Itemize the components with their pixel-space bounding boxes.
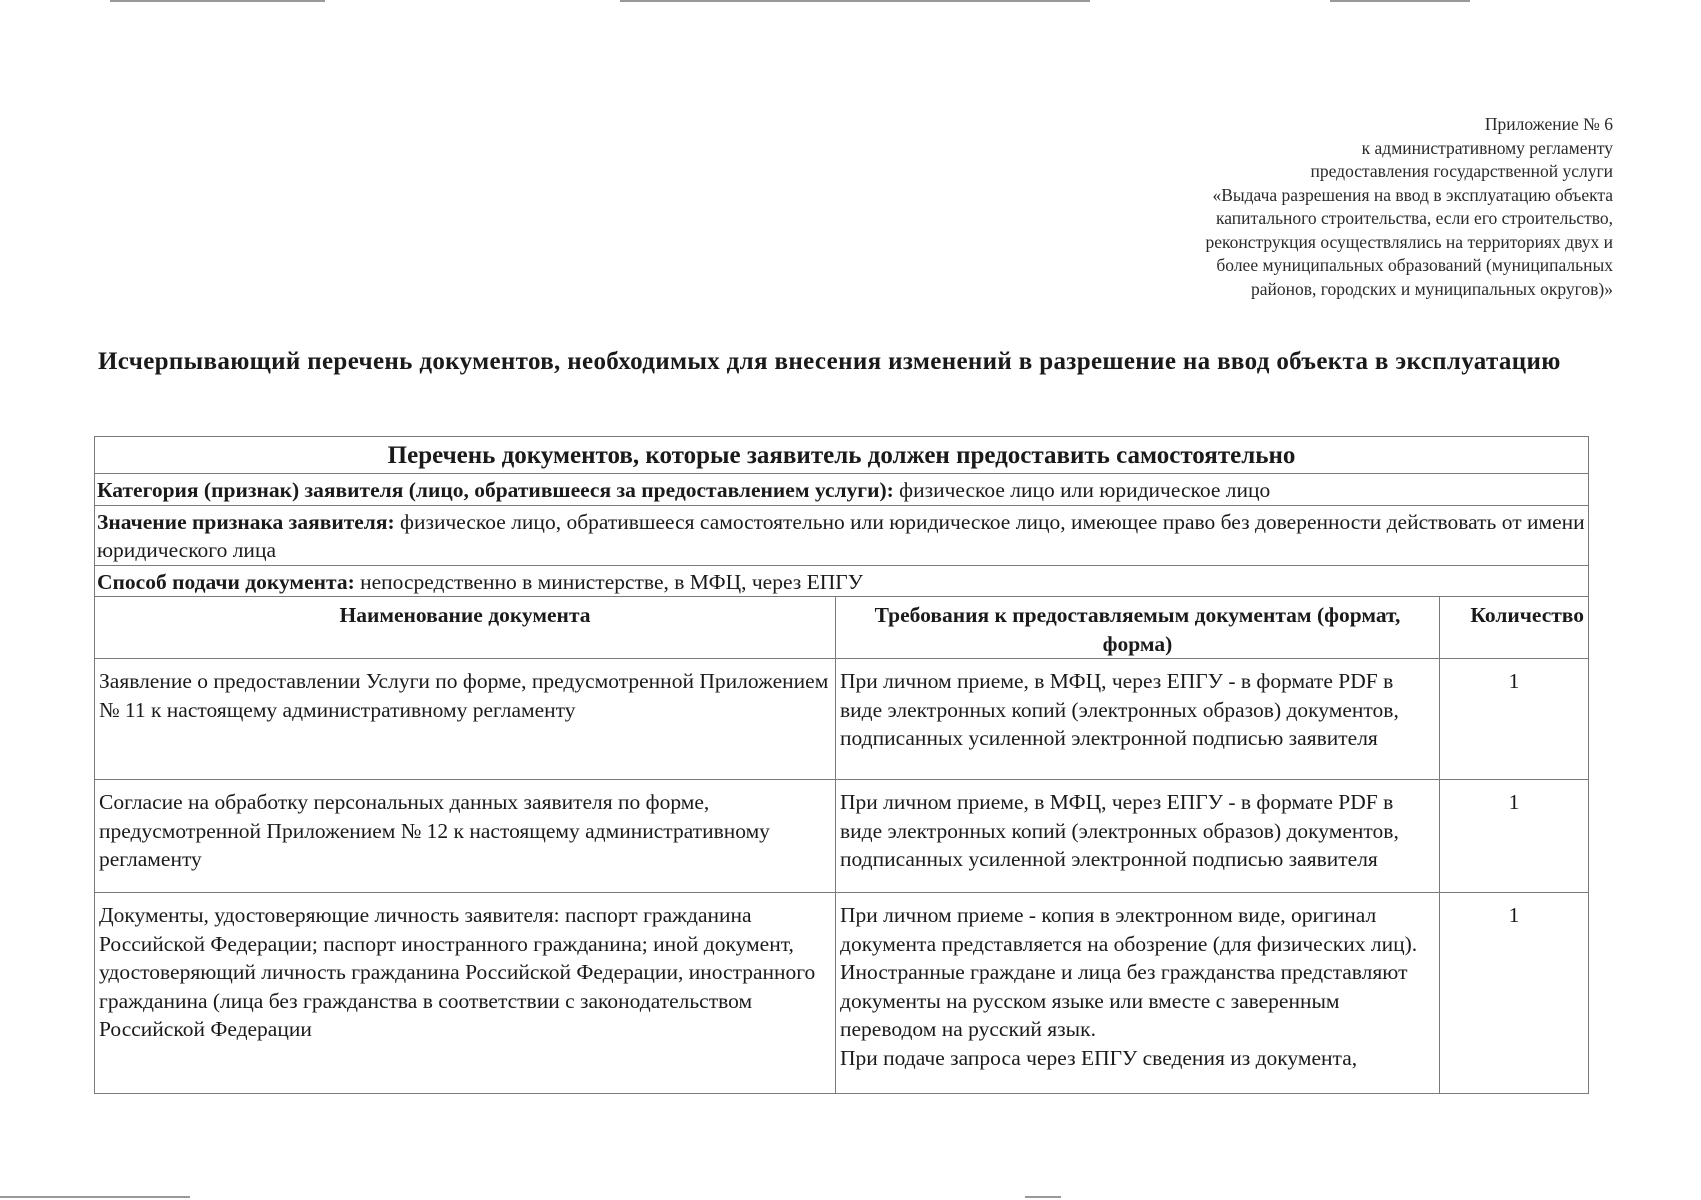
column-header-name: Наименование документа (95, 597, 836, 659)
appendix-line: более муниципальных образований (муниципальных (1216, 255, 1613, 275)
table-caption: Перечень документов, которые заявитель должен предоставить самостоятельно (95, 437, 1589, 474)
document-title: Исчерпывающий перечень документов, необходимых для внесения изменений в разрешение на ввод объекта в эксплуатацию (98, 348, 1561, 375)
requirement-text: Иностранные граждане и лица без гражданства представляют документы на русском языке или вместе с заверенным переводом на русский язык. (840, 960, 1408, 1041)
table-row (95, 780, 1589, 893)
submission-method-row (95, 565, 1589, 597)
document-name-cell: Заявление о предоставлении Услуги по форме, предусмотренной Приложением № 11 к настоящему административному регламенту (95, 659, 836, 780)
applicant-category-row (95, 474, 1589, 506)
submission-method-value: непосредственно в министерстве, в МФЦ, через ЕПГУ (360, 569, 863, 594)
table-row (95, 893, 1589, 1094)
table-row (95, 659, 1589, 780)
column-header-requirements: Требования к предоставляемым документам (формат, форма) (836, 597, 1440, 659)
document-requirements-cell (836, 780, 1440, 893)
applicant-category-label: Категория (признак) заявителя (лицо, обратившееся за предоставлением услуги): (97, 478, 894, 502)
document-quantity-cell: 1 (1440, 659, 1589, 780)
document-requirements-cell (836, 893, 1440, 1094)
document-name-cell: Документы, удостоверяющие личность заявителя: паспорт гражданина Российской Федерации; паспорт иностранного гражданина; иной документ, удостоверяющий личность гражданина Российской Федерации, иностранного гражданина (лица без гражданства в соответствии с законодательством Российской Федерации (95, 893, 836, 1094)
scan-artifact-top (110, 0, 325, 2)
appendix-note (1053, 113, 1613, 301)
requirement-text: При личном приеме - копия в электронном виде, оригинал документа представляется на обозрение (для физических лиц). (840, 903, 1418, 956)
submission-method-label: Способ подачи документа: (97, 569, 355, 594)
documents-table (94, 436, 1589, 1094)
appendix-line: предоставления государственной услуги (1310, 161, 1613, 181)
applicant-category-value: физическое лицо или юридическое лицо (899, 478, 1271, 502)
applicant-sign-row (95, 505, 1589, 565)
applicant-sign-label: Значение признака заявителя: (97, 509, 395, 534)
column-header-quantity: Количество (1440, 597, 1589, 659)
document-quantity-cell: 1 (1440, 780, 1589, 893)
appendix-line: Приложение № 6 (1484, 114, 1613, 134)
requirement-text: При личном приеме, в МФЦ, через ЕПГУ - в формате PDF в виде электронных копий (электронных образов) документов, подписанных усиленной электронной подписью заявителя (840, 790, 1399, 871)
appendix-line: капитального строительства, если его строительство, (1216, 208, 1613, 228)
document-name-cell: Согласие на обработку персональных данных заявителя по форме, предусмотренной Приложением № 12 к настоящему административному регламенту (95, 780, 836, 893)
appendix-line: районов, городских и муниципальных округов)» (1250, 278, 1613, 299)
scan-artifact-bottom (0, 1196, 190, 1198)
scan-artifact-top (620, 0, 1090, 2)
appendix-line: «Выдача разрешения на ввод в эксплуатацию объекта (1212, 184, 1613, 205)
scan-artifact-top (1330, 0, 1470, 2)
appendix-line: реконструкция осуществлялись на территориях двух и (1205, 231, 1613, 252)
document-quantity-cell: 1 (1440, 893, 1589, 1094)
applicant-sign-value: физическое лицо, обратившееся самостоятельно или юридическое лицо, имеющее право без доверенности действовать от имени юридического лица (97, 509, 1585, 562)
requirement-text: При личном приеме, в МФЦ, через ЕПГУ - в формате PDF в виде электронных копий (электронных образов) документов, подписанных усиленной электронной подписью заявителя (840, 669, 1399, 750)
appendix-line: к административному регламенту (1361, 137, 1613, 158)
document-requirements-cell (836, 659, 1440, 780)
requirement-text: При подаче запроса через ЕПГУ сведения из документа, (840, 1045, 1358, 1070)
scan-artifact-bottom (1025, 1196, 1061, 1198)
